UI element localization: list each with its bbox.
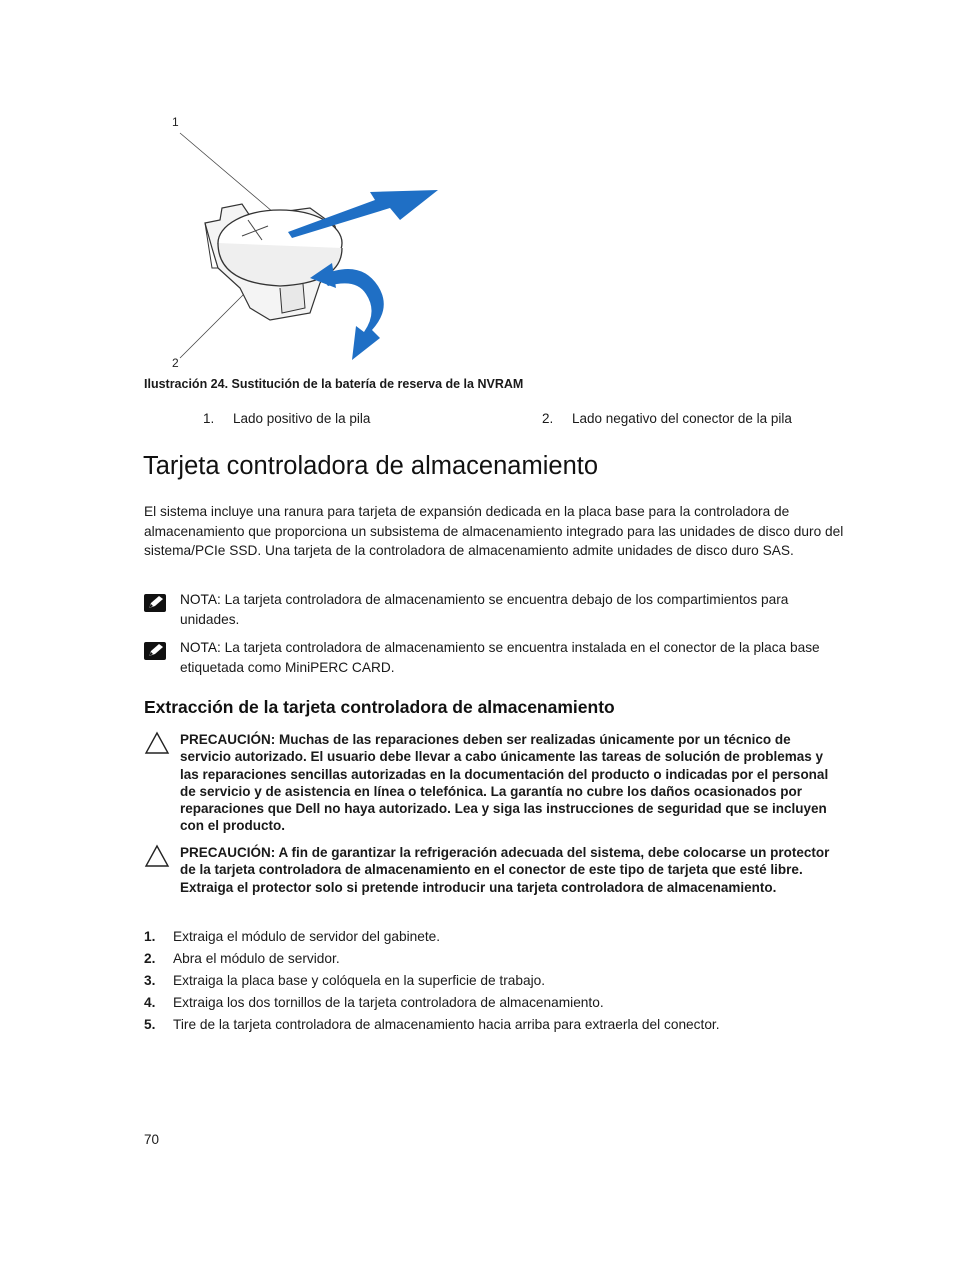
step-text: Extraiga el módulo de servidor del gabinete. <box>173 929 441 944</box>
nvram-battery-illustration <box>160 108 460 370</box>
page-number: 70 <box>144 1132 160 1147</box>
step-item <box>144 1014 844 1036</box>
step-number: 5. <box>144 1017 156 1032</box>
step-text: Extraiga los dos tornillos de la tarjeta controladora de almacenamiento. <box>173 995 604 1010</box>
callout-2: 2 <box>172 356 179 370</box>
note-label: NOTA: <box>180 640 221 655</box>
step-item <box>144 970 844 992</box>
legend-item-1 <box>203 411 370 426</box>
step-text: Extraiga la placa base y colóquela en la superficie de trabajo. <box>173 973 546 988</box>
caution-2 <box>144 844 844 896</box>
note-pencil-icon <box>144 594 166 612</box>
note-1 <box>144 590 844 629</box>
battery-figure <box>160 108 460 370</box>
legend-text: Lado positivo de la pila <box>233 411 371 426</box>
step-number: 4. <box>144 995 156 1010</box>
note-text: La tarjeta controladora de almacenamiento se encuentra instalada en el conector de la placa base etiquetada como MiniPERC CARD. <box>180 640 820 675</box>
note-2 <box>144 638 844 677</box>
caution-triangle-icon <box>144 731 170 755</box>
callout-1: 1 <box>172 115 179 129</box>
legend-text: Lado negativo del conector de la pila <box>572 411 792 426</box>
steps-list <box>144 926 844 1036</box>
subsection-title: Extracción de la tarjeta controladora de almacenamiento <box>144 697 615 717</box>
caution-triangle-icon <box>144 844 170 868</box>
caution-1 <box>144 731 844 835</box>
figure-caption: Ilustración 24. Sustitución de la batería de reserva de la NVRAM <box>144 377 524 391</box>
section-title: Tarjeta controladora de almacenamiento <box>143 452 599 480</box>
step-number: 3. <box>144 973 156 988</box>
step-text: Abra el módulo de servidor. <box>173 951 340 966</box>
step-item <box>144 992 844 1014</box>
legend-number: 2. <box>542 411 554 426</box>
step-item <box>144 926 844 948</box>
note-text: La tarjeta controladora de almacenamiento se encuentra debajo de los compartimientos para unidades. <box>180 592 789 627</box>
note-label: NOTA: <box>180 592 221 607</box>
step-number: 1. <box>144 929 156 944</box>
intro-paragraph: El sistema incluye una ranura para tarjeta de expansión dedicada en la placa base para la controladora de almacenamiento que proporciona un subsistema de almacenamiento integrado para las unidades de disco duro del sistema/PCIe SSD. Una tarjeta de la controladora de almacenamiento admite unidades de disco duro SAS. <box>144 504 844 558</box>
legend-item-2 <box>542 411 792 426</box>
step-text: Tire de la tarjeta controladora de almacenamiento hacia arriba para extraerla del conector. <box>173 1017 720 1032</box>
step-item <box>144 948 844 970</box>
step-number: 2. <box>144 951 156 966</box>
caution-text: PRECAUCIÓN: A fin de garantizar la refrigeración adecuada del sistema, debe colocarse un protector de la tarjeta controladora de almacenamiento en el conector de este tipo de tarjeta que esté libre. Extraiga el protector solo si pretende introducir una tarjeta controladora de almacenamiento. <box>180 845 830 895</box>
note-pencil-icon <box>144 642 166 660</box>
legend-number: 1. <box>203 411 215 426</box>
caution-text: PRECAUCIÓN: Muchas de las reparaciones deben ser realizadas únicamente por un técnico de servicio autorizado. El usuario debe llevar a cabo únicamente las tareas de solución de problemas y las reparaciones sencillas autorizadas en la documentación del producto o indicadas por el personal de servicio y de asistencia en línea o telefónica. La garantía no cubre los daños ocasionados por reparaciones que Dell no haya autorizado. Lea y siga las instrucciones de seguridad que se incluyen con el producto. <box>180 732 829 834</box>
